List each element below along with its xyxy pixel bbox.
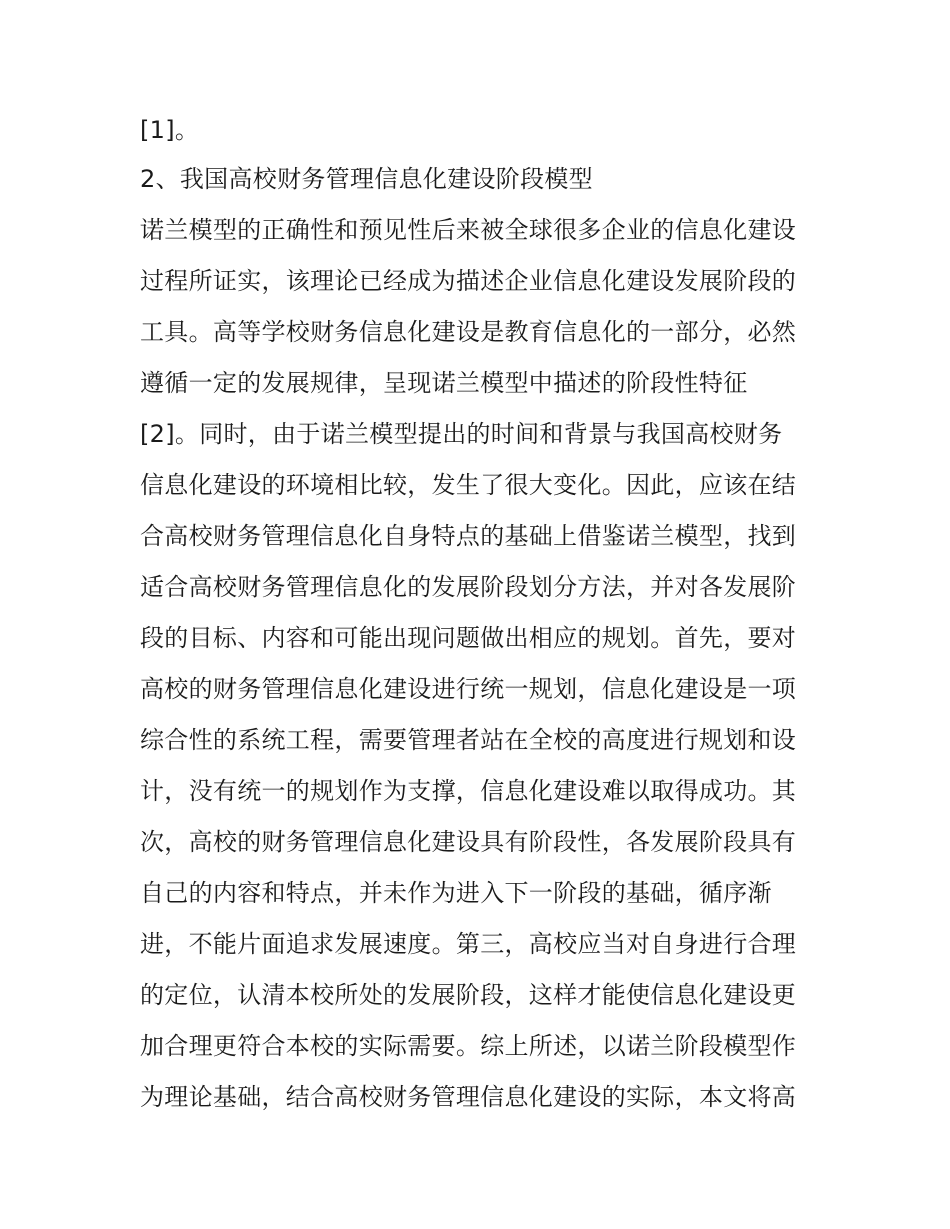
paragraph-line: 诺兰模型的正确性和预见性后来被全球很多企业的信息化建设 xyxy=(140,216,797,244)
paragraph-line: 的定位，认清本校所处的发展阶段，这样才能使信息化建设更 xyxy=(140,981,797,1009)
paragraph-line: 适合高校财务管理信息化的发展阶段划分方法，并对各发展阶 xyxy=(140,573,797,601)
paragraph-line: 遵循一定的发展规律，呈现诺兰模型中描述的阶段性特征 xyxy=(140,369,748,397)
paragraph-line: 综合性的系统工程，需要管理者站在全校的高度进行规划和设 xyxy=(140,726,797,754)
paragraph-line: 高校的财务管理信息化建设进行统一规划，信息化建设是一项 xyxy=(140,675,797,703)
paragraph-line: 合高校财务管理信息化自身特点的基础上借鉴诺兰模型，找到 xyxy=(140,522,797,550)
paragraph-line: 工具。高等学校财务信息化建设是教育信息化的一部分，必然 xyxy=(140,318,797,346)
paragraph-line: 加合理更符合本校的实际需要。综上所述，以诺兰阶段模型作 xyxy=(140,1032,797,1060)
section-heading: 2、我国高校财务管理信息化建设阶段模型 xyxy=(140,165,593,193)
paragraph-line: 进，不能片面追求发展速度。第三，高校应当对自身进行合理 xyxy=(140,930,797,958)
paragraph-line: 过程所证实，该理论已经成为描述企业信息化建设发展阶段的 xyxy=(140,267,797,295)
paragraph-line: 次，高校的财务管理信息化建设具有阶段性，各发展阶段具有 xyxy=(140,828,797,856)
paragraph-line: 自己的内容和特点，并未作为进入下一阶段的基础，循序渐 xyxy=(140,879,772,907)
paragraph-line: 为理论基础，结合高校财务管理信息化建设的实际，本文将高 xyxy=(140,1083,797,1111)
paragraph-line: 信息化建设的环境相比较，发生了很大变化。因此，应该在结 xyxy=(140,471,797,499)
citation-line: [1]。 xyxy=(140,116,200,144)
paragraph-line: 计，没有统一的规划作为支撑，信息化建设难以取得成功。其 xyxy=(140,777,797,805)
paragraph-line: 段的目标、内容和可能出现问题做出相应的规划。首先，要对 xyxy=(140,624,797,652)
paragraph-line: [2]。同时，由于诺兰模型提出的时间和背景与我国高校财务 xyxy=(140,420,783,448)
